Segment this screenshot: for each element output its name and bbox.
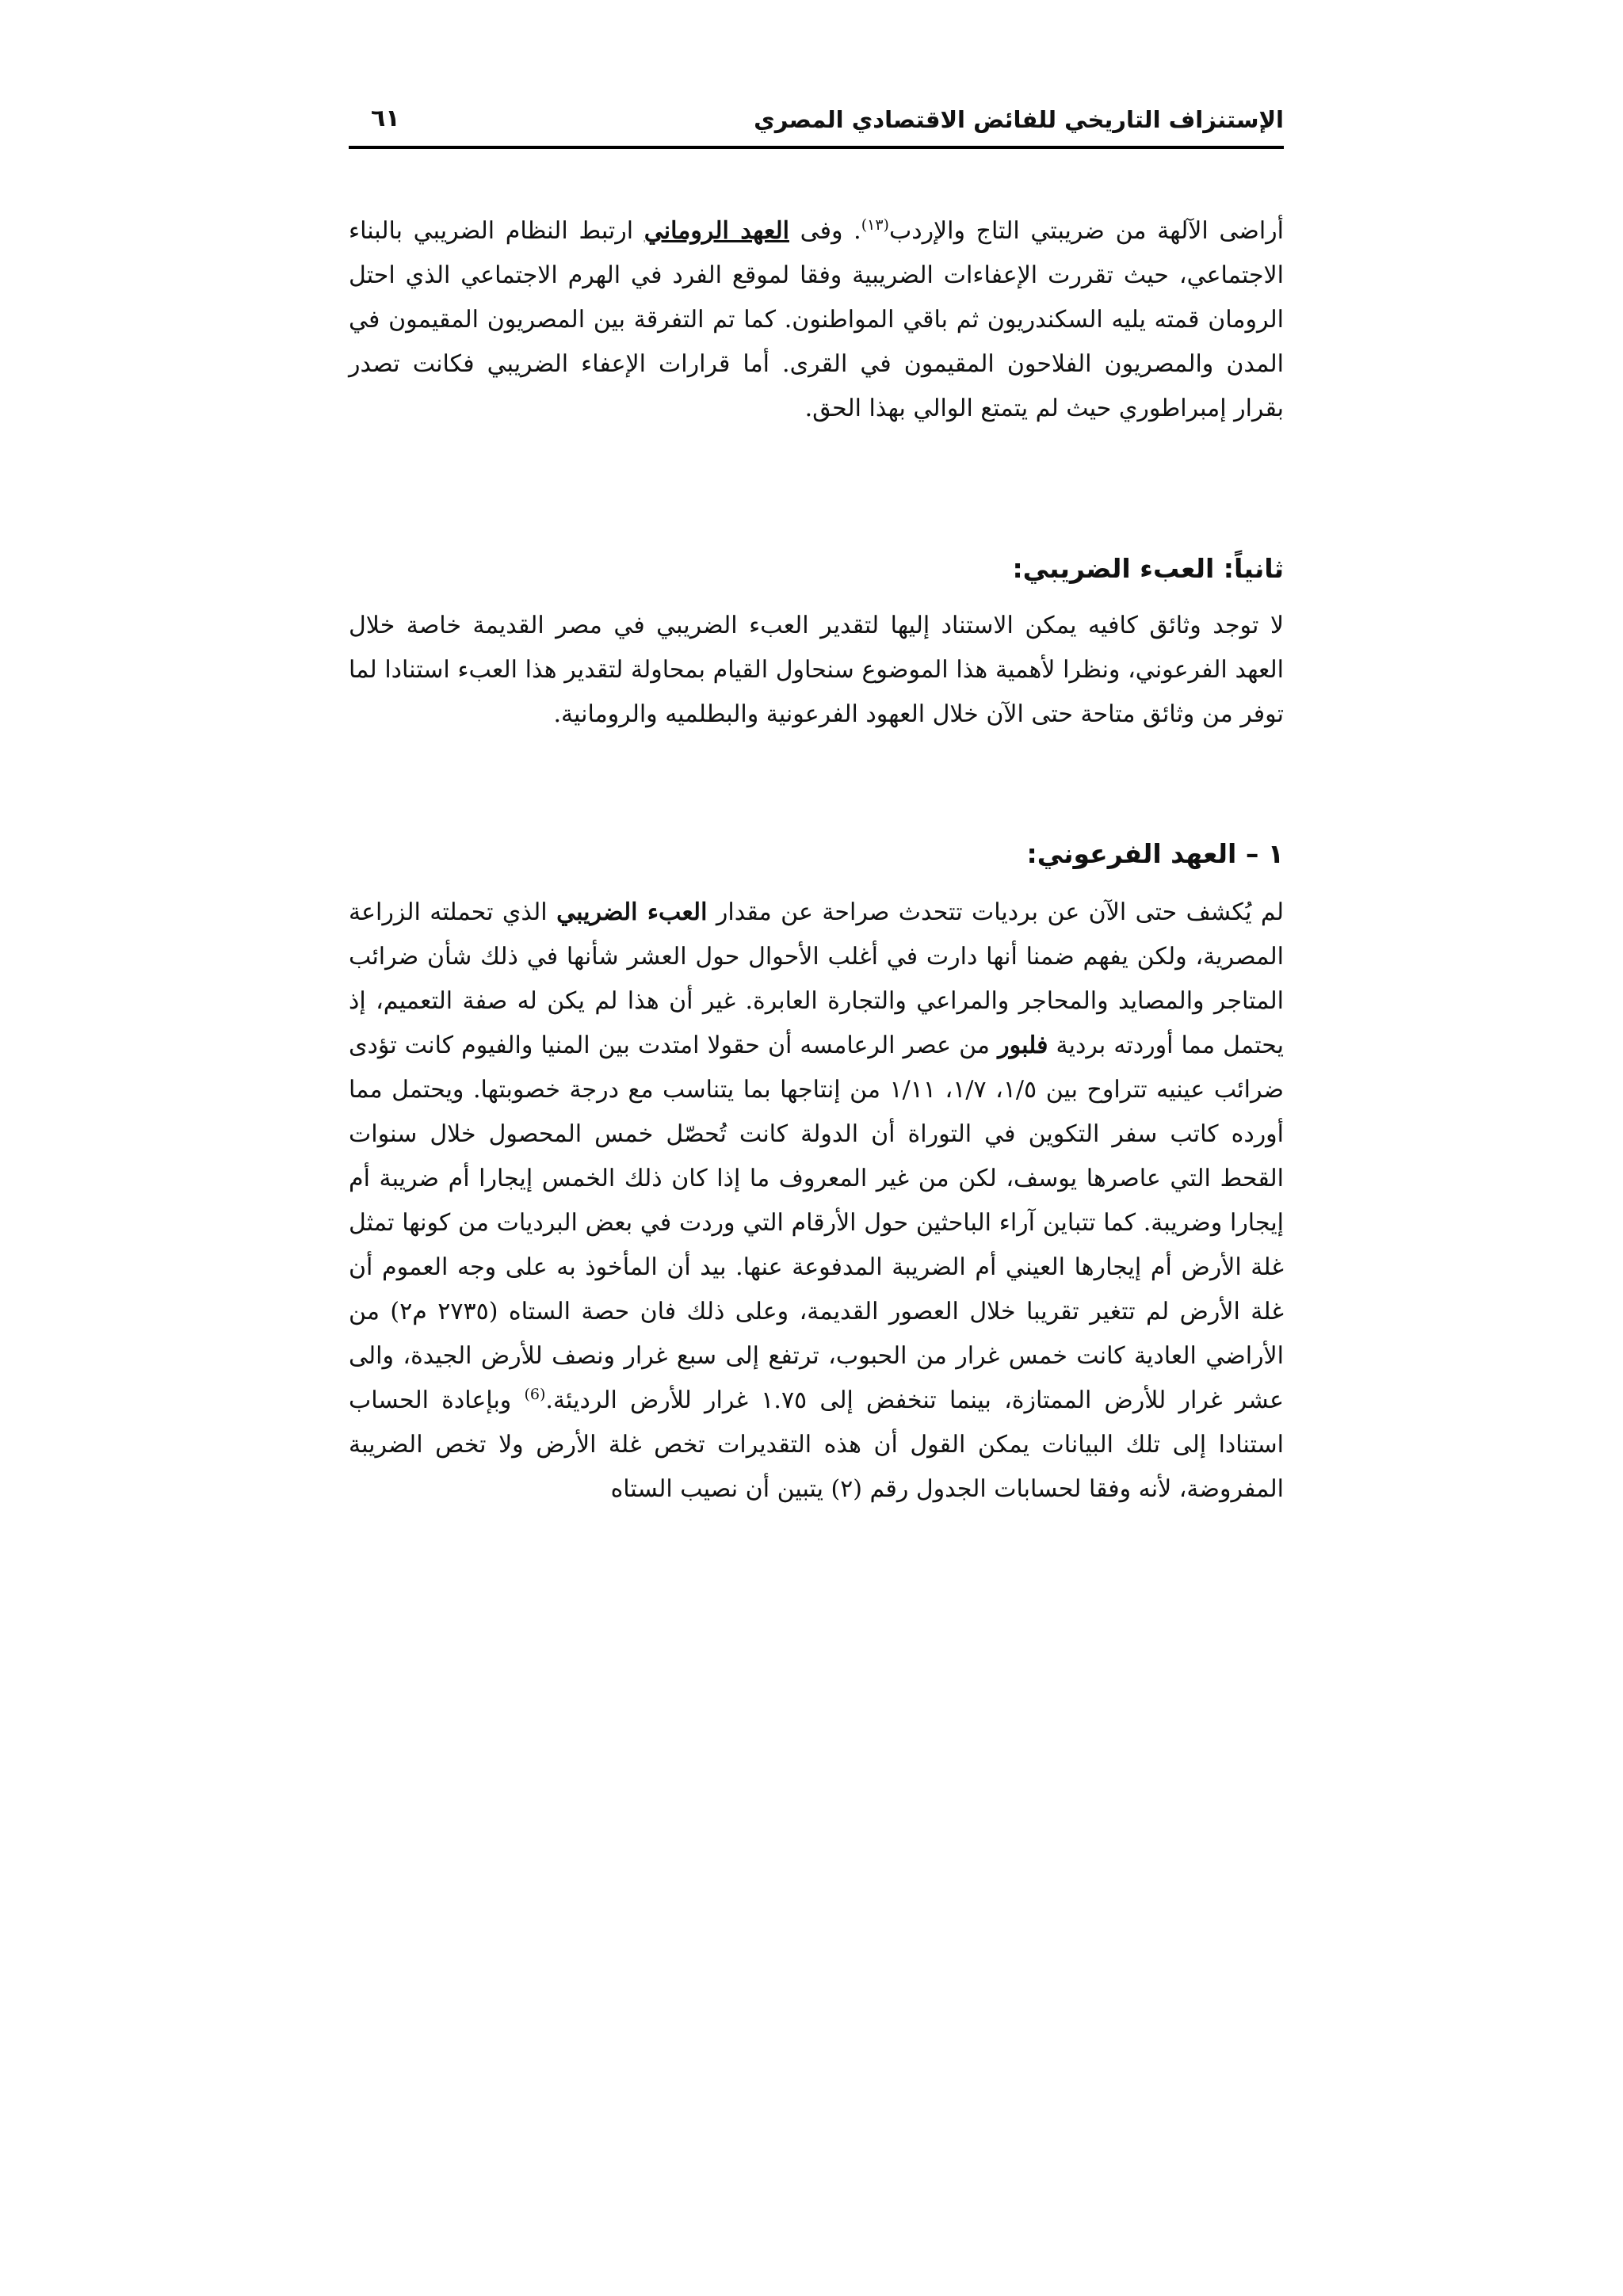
section-heading-pharaonic-era <box>349 832 1284 876</box>
text-run: أراضى الآلهة من ضريبتي التاج والإردب <box>888 217 1284 245</box>
paragraph-text: لا توجد وثائق كافيه يمكن الاستناد إليها لتقدير العبء الضريبي في مصر القديمة خاصة خلال العهد الفرعوني، ونظرا لأهمية هذا الموضوع سنحاول القيام بمحاولة لتقدير هذا العبء استنادا لما توفر من وثائق متاحة حتى الآن خلال العهود الفرعونية والبطلميه والرومانية. <box>349 612 1284 728</box>
footnote-ref: (١٣) <box>861 216 889 234</box>
text-run: لم يُكشف حتى الآن عن برديات تتحدث صراحة عن مقدار <box>707 898 1284 926</box>
running-title: الإستنزاف التاريخي للفائض الاقتصادي المصري <box>754 106 1284 133</box>
paragraph-pharaonic-era <box>349 891 1284 1512</box>
text-run: . وفى <box>789 217 861 245</box>
paragraph-text <box>349 891 1284 1512</box>
heading-text: ١ – العهد الفرعوني: <box>1026 838 1284 869</box>
paragraph-tax-burden <box>349 604 1284 737</box>
section-heading-tax-burden <box>349 547 1284 591</box>
text-run: وبإعادة الحساب استنادا إلى تلك البيانات يمكن القول أن هذه التقديرات تخص غلة الأرض ولا تخص الضريبة المفروضة، لأنه وفقا لحسابات الجدول رقم (٢) يتبين أن نصيب الستاه <box>349 1386 1284 1503</box>
page-header <box>349 101 1284 149</box>
text-run: ارتبط النظام الضريبي بالبناء الاجتماعي، حيث تقررت الإعفاءات الضريبية وفقا لموقع الفرد في الهرم الاجتماعي الذي احتل الرومان قمته يليه السكندريون ثم باقي المواطنون. كما تم التفرقة بين المصريون المقيمون في المدن والمصريون الفلاحون المقيمون في القرى. أما قرارات الإعفاء الضريبي فكانت تصدر بقرار إمبراطوري حيث لم يتمتع الوالي بهذا الحق. <box>349 217 1284 422</box>
header-divider <box>349 146 1284 149</box>
text-run: من عصر الرعامسه أن حقولا امتدت بين المنيا والفيوم كانت تؤدى ضرائب عينيه تتراوح بين ١/٥، ١/٧، ١/١١ من إنتاجها بما يتناسب مع درجة خصوبتها. ويحتمل مما أورده كاتب سفر التكوين في التوراة أن الدولة كانت تُحصّل خمس المحصول خلال سنوات القحط التي عاصرها يوسف، لكن من غير المعروف ما إذا كان ذلك الخمس إيجارا أم ضريبة أم إيجارا وضريبة. كما تتباين آراء الباحثين حول الأرقام التي وردت في بعض البرديات من كونها تمثل غلة الأرض أم إيجارها العيني أم الضريبة المدفوعة عنها. بيد أن المأخوذ به على وجه العموم أن غلة الأرض لم تتغير تقريبا خلال العصور القديمة، وعلى ذلك فان حصة الستاه (٢٧٣٥ م٢) من الأراضي العادية كانت خمس غرار من الحبوب، ترتفع إلى سبع غرار ونصف للأرض الجيدة، والى عشر غرار للأرض الممتازة، بينما تنخفض إلى ١.٧٥ غرار للأرض الرديئة. <box>349 1032 1285 1414</box>
heading-text: ثانياً: العبء الضريبي: <box>1012 553 1284 584</box>
emphasis-tax-burden: العبء الضريبي <box>556 898 708 926</box>
footnote-ref: (6) <box>524 1386 546 1403</box>
emphasis-papyrus-name: فلبور <box>998 1032 1048 1059</box>
text-run: الذي تحملته الزراعة المصرية، ولكن يفهم ضمنا أنها دارت في أغلب الأحوال حول العشر شأنها في ذلك شأن ضرائب المتاجر والمصايد والمحاجر والمراعي والتجارة العابرة. غير أن هذا لم يكن له صفة التعميم، إذ يحتمل مما أوردته بردية <box>349 898 1285 1059</box>
paragraph-text <box>349 209 1284 431</box>
paragraph-roman-era <box>349 209 1284 431</box>
emphasis-roman-era: العهد الروماني <box>643 217 789 245</box>
page-number: ٦١ <box>371 105 400 132</box>
